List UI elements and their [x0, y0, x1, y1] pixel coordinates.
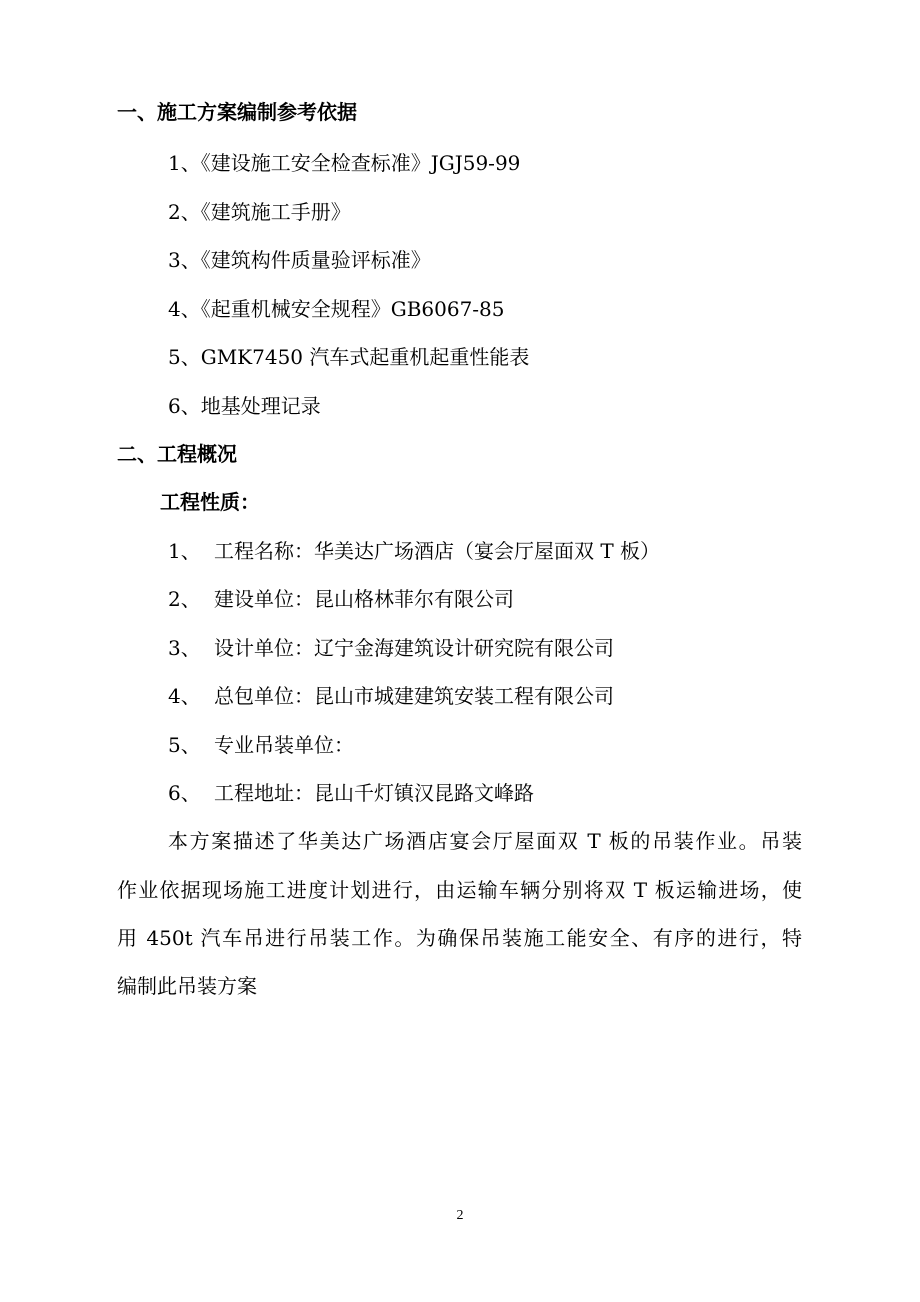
project-nature-subtitle: 工程性质：: [160, 490, 260, 514]
item-text: 建设单位：昆山格林菲尔有限公司: [214, 587, 514, 611]
reference-item-3: 3、《建筑构件质量验评标准》: [168, 248, 431, 272]
item-text: 设计单位：辽宁金海建筑设计研究院有限公司: [214, 636, 614, 660]
project-info-item-4: [168, 683, 614, 709]
project-info-item-6: [168, 780, 534, 806]
reference-item-4: 4、《起重机械安全规程》GB6067-85: [168, 297, 505, 321]
project-info-item-3: [168, 635, 614, 661]
reference-item-2: 2、《建筑施工手册》: [168, 200, 351, 224]
section-1-title: 一、施工方案编制参考依据: [117, 100, 357, 124]
reference-item-5: 5、GMK7450 汽车式起重机起重性能表: [168, 345, 530, 369]
item-number: 3、: [168, 636, 201, 660]
description-paragraph-line-1: 本方案描述了华美达广场酒店宴会厅屋面双 T 板的吊装作业。吊装: [168, 829, 802, 853]
description-paragraph-line-4: 编制此吊装方案: [117, 974, 257, 998]
item-number: 2、: [168, 587, 201, 611]
description-paragraph-line-2: 作业依据现场施工进度计划进行，由运输车辆分别将双 T 板运输进场，使: [117, 878, 802, 902]
item-number: 4、: [168, 684, 201, 708]
item-number: 1、: [168, 539, 201, 563]
item-text: 专业吊装单位：: [214, 733, 354, 757]
item-number: 6、: [168, 781, 201, 805]
item-text: 工程名称：华美达广场酒店（宴会厅屋面双 T 板）: [214, 539, 661, 563]
project-info-item-2: [168, 586, 514, 612]
reference-item-6: 6、地基处理记录: [168, 394, 321, 418]
project-info-item-5: [168, 732, 354, 758]
description-paragraph-line-3: 用 450t 汽车吊进行吊装工作。为确保吊装施工能安全、有序的进行，特: [117, 926, 802, 950]
section-2-title: 二、工程概况: [117, 442, 237, 466]
item-text: 工程地址：昆山千灯镇汉昆路文峰路: [214, 781, 534, 805]
reference-item-1: 1、《建设施工安全检查标准》JGJ59-99: [168, 151, 521, 175]
project-info-item-1: [168, 538, 660, 564]
page-number: 2: [456, 1208, 464, 1223]
item-number: 5、: [168, 733, 201, 757]
item-text: 总包单位：昆山市城建建筑安装工程有限公司: [214, 684, 614, 708]
